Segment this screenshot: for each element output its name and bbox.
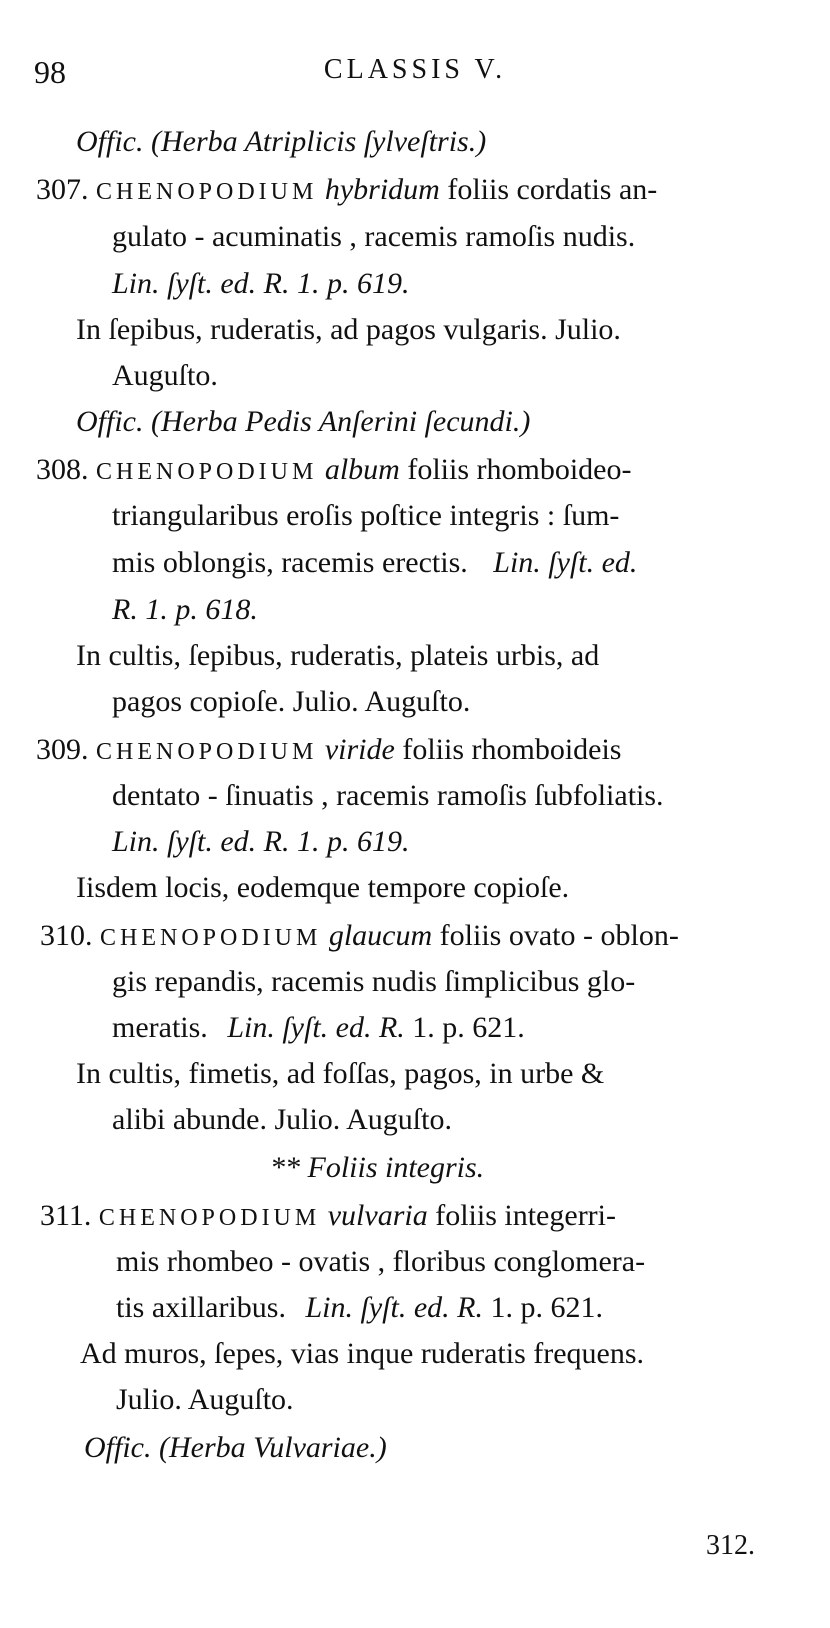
text-line: Lin. ſyſt. ed. R. 1. p. 619. bbox=[112, 825, 410, 858]
running-title: CLASSIS V. bbox=[323, 54, 507, 85]
entry-number: 307. bbox=[36, 173, 89, 206]
entry-308-line bbox=[36, 452, 631, 490]
genus-name: CHENOPODIUM bbox=[98, 1205, 321, 1231]
entry-311-line bbox=[40, 1198, 616, 1236]
genus-name: CHENOPODIUM bbox=[100, 925, 322, 951]
reference-span: 1. p. 621. bbox=[490, 1291, 603, 1324]
text-line: Auguſto. bbox=[112, 359, 218, 392]
text-line: Offic. (Herba Pedis Anſerini ſecundi.) bbox=[76, 405, 531, 438]
text-line: gulato - acuminatis , racemis ramoſis nudis. bbox=[112, 220, 636, 253]
text-span: tis axillaribus. bbox=[116, 1291, 286, 1324]
genus-name: CHENOPODIUM bbox=[96, 739, 318, 765]
text-line: dentato - ſinuatis , racemis ramoſis ſubfoliatis. bbox=[112, 779, 664, 812]
text-line: Ad muros, ſepes, vias inque ruderatis frequens. bbox=[80, 1337, 645, 1370]
text-line: In cultis, ſepibus, ruderatis, plateis urbis, ad bbox=[76, 639, 600, 672]
entry-number: 309. bbox=[36, 733, 89, 766]
entry-number: 310. bbox=[40, 919, 93, 952]
species-name: glaucum bbox=[328, 919, 433, 952]
page-number: 98 bbox=[34, 54, 66, 90]
text-line: Lin. ſyſt. ed. R. 1. p. 619. bbox=[112, 267, 410, 300]
genus-name: CHENOPODIUM bbox=[96, 179, 318, 205]
genus-name: CHENOPODIUM bbox=[96, 459, 318, 485]
text-line bbox=[112, 545, 637, 581]
entry-text: foliis rhomboideo- bbox=[407, 453, 632, 486]
species-name: viride bbox=[324, 733, 395, 766]
text-line: In cultis, fimetis, ad foſſas, pagos, in urbe & bbox=[76, 1057, 605, 1090]
text-span: meratis. bbox=[112, 1011, 208, 1044]
text-line: mis rhombeo - ovatis , floribus conglomera- bbox=[116, 1245, 646, 1278]
reference-span: Lin. ſyſt. ed. bbox=[493, 546, 638, 579]
entry-number: 311. bbox=[40, 1199, 92, 1232]
entry-text: foliis cordatis an- bbox=[447, 173, 658, 206]
species-name: vulvaria bbox=[327, 1199, 428, 1232]
text-line: alibi abunde. Julio. Auguſto. bbox=[112, 1103, 452, 1136]
entry-309-line bbox=[36, 732, 621, 770]
text-line: gis repandis, racemis nudis ſimplicibus glo- bbox=[112, 965, 636, 998]
text-line: Julio. Auguſto. bbox=[116, 1383, 294, 1416]
text-line bbox=[112, 1010, 525, 1046]
text-span: mis oblongis, racemis erectis. bbox=[112, 546, 468, 579]
text-line: pagos copioſe. Julio. Auguſto. bbox=[112, 685, 471, 718]
entry-310-line bbox=[40, 918, 679, 956]
text-line: Offic. (Herba Vulvariae.) bbox=[84, 1431, 387, 1464]
reference-span: Lin. ſyſt. ed. R. bbox=[305, 1291, 483, 1324]
text-line: Iisdem locis, eodemque tempore copioſe. bbox=[76, 871, 570, 904]
species-name: hybridum bbox=[324, 173, 440, 206]
text-line: In ſepibus, ruderatis, ad pagos vulgaris. Julio. bbox=[76, 313, 621, 346]
text-line: R. 1. p. 618. bbox=[112, 593, 258, 626]
entry-text: foliis ovato - oblon- bbox=[439, 919, 679, 952]
entry-number: 308. bbox=[36, 453, 89, 486]
entry-text: foliis integerri- bbox=[435, 1199, 616, 1232]
catchword: 312. bbox=[706, 1530, 755, 1561]
reference-span: 1. p. 621. bbox=[412, 1011, 525, 1044]
entry-text: foliis rhomboideis bbox=[402, 733, 622, 766]
section-heading: ** Foliis integris. bbox=[270, 1151, 485, 1184]
text-line: triangularibus eroſis poſtice integris : ſum- bbox=[112, 499, 620, 532]
text-line: Offic. (Herba Atriplicis ſylveſtris.) bbox=[76, 125, 487, 158]
reference-span: Lin. ſyſt. ed. R. bbox=[227, 1011, 405, 1044]
species-name: album bbox=[324, 453, 400, 486]
entry-307-line bbox=[36, 172, 657, 210]
text-line bbox=[116, 1290, 603, 1326]
